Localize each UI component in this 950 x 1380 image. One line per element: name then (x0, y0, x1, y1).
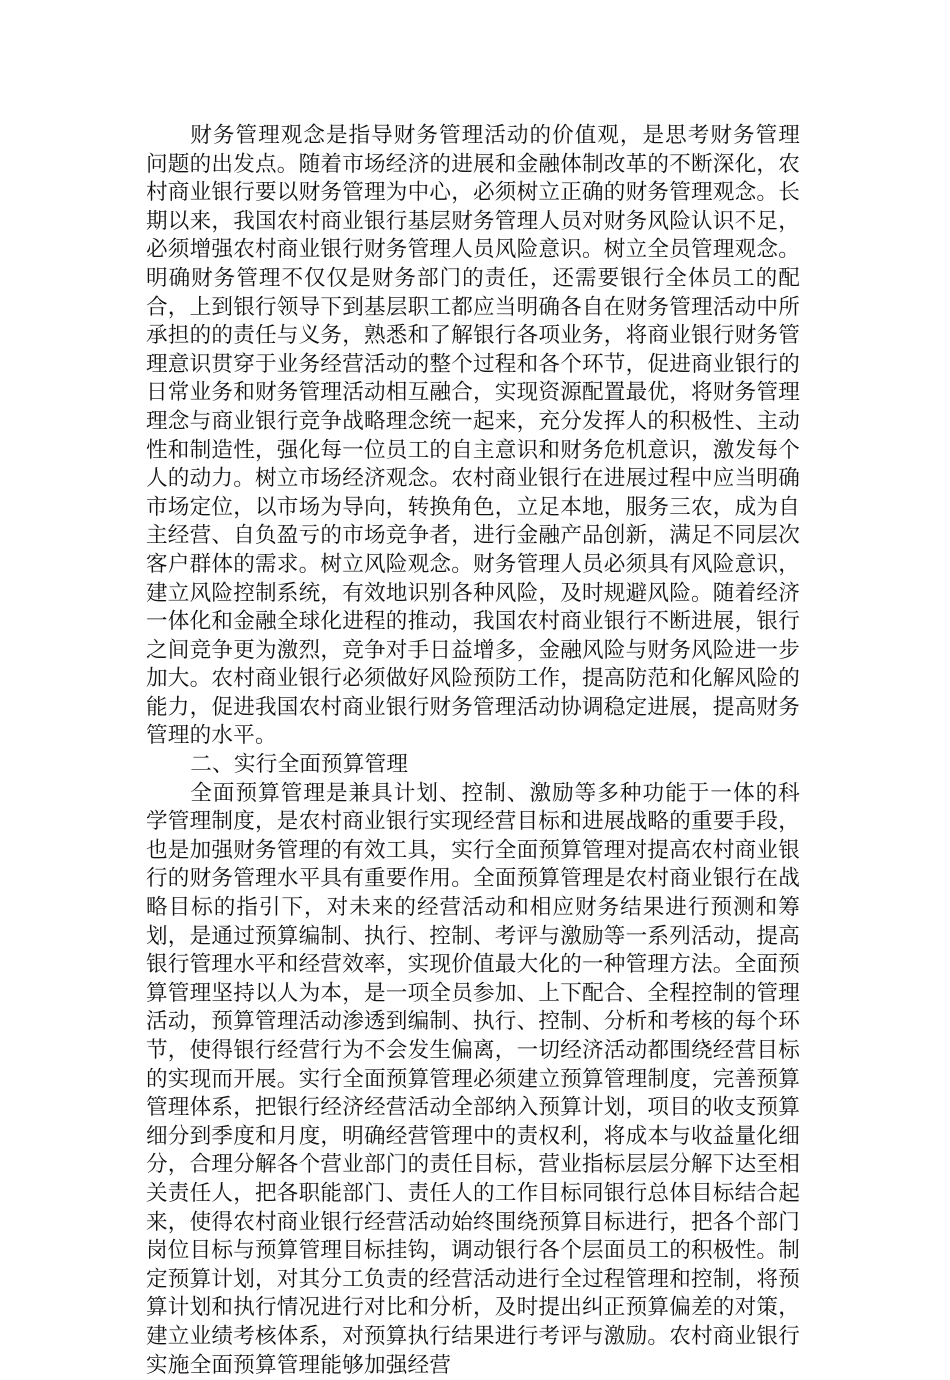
document-body (146, 122, 800, 1380)
paragraph-comprehensive-budget: 全面预算管理是兼具计划、控制、激励等多种功能于一体的科学管理制度，是农村商业银行实现经营目标和进展战略的重要手段，也是加强财务管理的有效工具，实行全面预算管理对提高农村商业银行的财务管理水平具有重要作用。全面预算管理是农村商业银行在战略目标的指引下，对未来的经营活动和相应财务结果进行预测和筹划，是通过预算编制、执行、控制、考评与激励等一系列活动，提高银行管理水平和经营效率，实现价值最大化的一种管理方法。全面预算管理坚持以人为本，是一项全员参加、上下配合、全程控制的管理活动，预算管理活动渗透到编制、执行、控制、分析和考核的每个环节，使得银行经营行为不会发生偏离，一切经济活动都围绕经营目标的实现而开展。实行全面预算管理必须建立预算管理制度，完善预算管理体系，把银行经济经营活动全部纳入预算计划，项目的收支预算细分到季度和月度，明确经营管理中的责权利，将成本与收益量化细分，合理分解各个营业部门的责任目标，营业指标层层分解下达至相关责任人，把各职能部门、责任人的工作目标同银行总体目标结合起来，使得农村商业银行经营活动始终围绕预算目标进行，把各个部门岗位目标与预算管理目标挂钩，调动银行各个层面员工的积极性。制定预算计划，对其分工负责的经营活动进行全过程管理和控制，将预算计划和执行情况进行对比和分析，及时提出纠正预算偏差的对策，建立业绩考核体系，对预算执行结果进行考评与激励。农村商业银行实施全面预算管理能够加强经营 (146, 780, 800, 1378)
section-heading-budget: 二、实行全面预算管理 (190, 752, 409, 778)
paragraph-financial-concepts: 财务管理观念是指导财务管理活动的价值观，是思考财务管理问题的出发点。随着市场经济的进展和金融体制改革的不断深化，农村商业银行要以财务管理为中心，必须树立正确的财务管理观念。长期以来，我国农村商业银行基层财务管理人员对财务风险认识不足，必须增强农村商业银行财务管理人员风险意识。树立全员管理观念。明确财务管理不仅仅是财务部门的责任，还需要银行全体员工的配合，上到银行领导下到基层职工都应当明确各自在财务管理活动中所承担的的责任与义务，熟悉和了解银行各项业务，将商业银行财务管理意识贯穿于业务经营活动的整个过程和各个环节，促进商业银行的日常业务和财务管理活动相互融合，实现资源配置最优，将财务管理理念与商业银行竞争战略理念统一起来，充分发挥人的积极性、主动性和制造性，强化每一位员工的自主意识和财务危机意识，激发每个人的动力。树立市场经济观念。农村商业银行在进展过程中应当明确市场定位，以市场为导向，转换角色，立足本地，服务三农，成为自主经营、自负盈亏的市场竞争者，进行金融产品创新，满足不同层次客户群体的需求。树立风险观念。财务管理人员必须具有风险意识，建立风险控制系统，有效地识别各种风险，及时规避风险。随着经济一体化和金融全球化进程的推动，我国农村商业银行不断进展，银行之间竞争更为激烈，竞争对手日益增多，金融风险与财务风险进一步加大。农村商业银行必须做好风险预防工作，提高防范和化解风险的能力，促进我国农村商业银行财务管理活动协调稳定进展，提高财务管理的水平。 (146, 123, 800, 749)
